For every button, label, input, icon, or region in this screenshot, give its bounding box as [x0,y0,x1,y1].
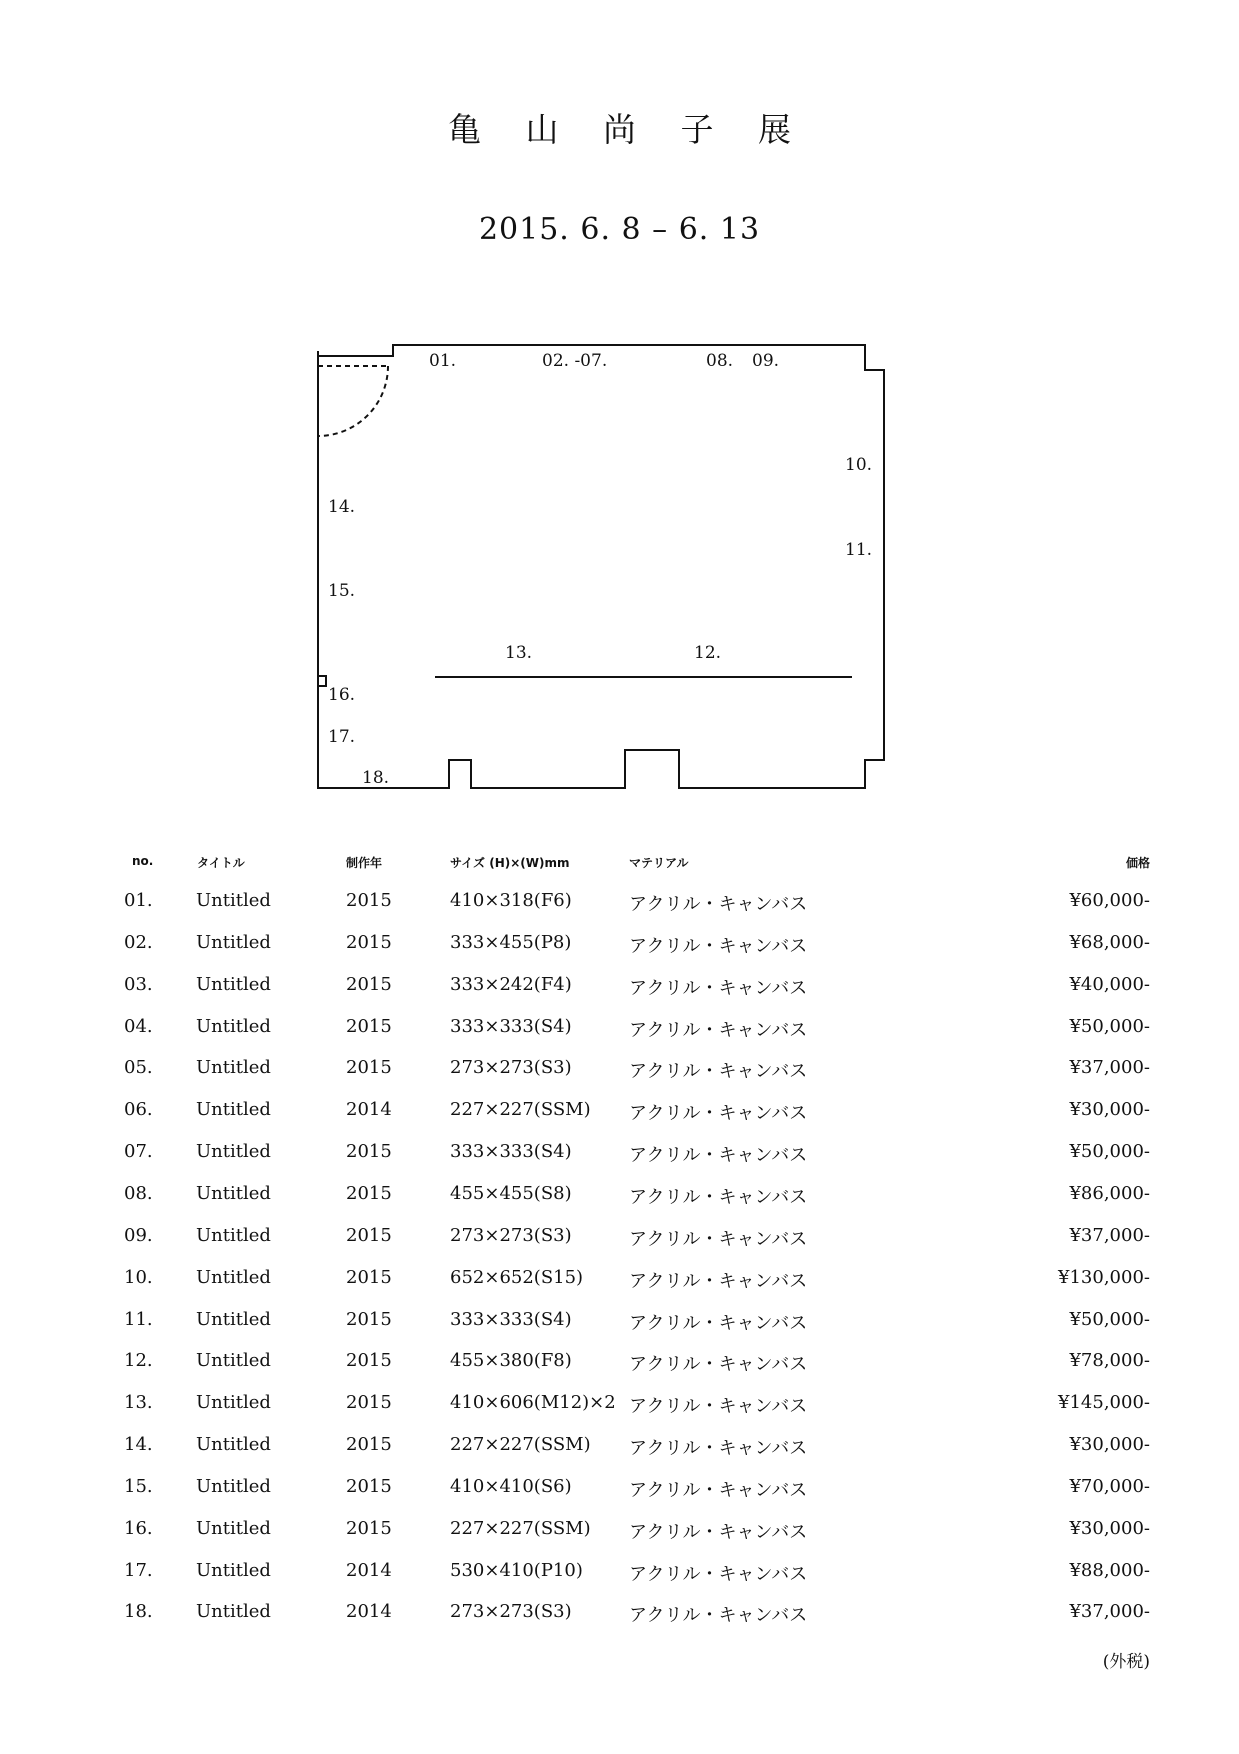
cell-title: Untitled [196,1016,271,1037]
plan-label-01: 01. [429,351,457,371]
cell-size: 410×318(F6) [450,890,572,911]
cell-no: 13. [124,1392,153,1413]
cell-year: 2015 [346,1183,392,1204]
header-no: no. [132,854,154,868]
cell-price: ¥40,000- [1069,974,1150,995]
cell-material: アクリル・キャンバス [629,1396,808,1417]
cell-title: Untitled [196,932,271,953]
cell-title: Untitled [196,1476,271,1497]
cell-no: 05. [124,1057,153,1078]
table-row [0,1476,1239,1500]
cell-no: 02. [124,932,153,953]
header-title: タイトル [197,856,245,870]
cell-material: アクリル・キャンバス [629,1354,808,1375]
cell-year: 2015 [346,1350,392,1371]
cell-size: 455×455(S8) [450,1183,572,1204]
plan-label-16: 16. [328,685,356,705]
header-size: サイズ (H)×(W)mm [450,856,570,870]
cell-material: アクリル・キャンバス [629,978,808,999]
cell-title: Untitled [196,1099,271,1120]
cell-price: ¥30,000- [1069,1099,1150,1120]
cell-title: Untitled [196,974,271,995]
floor-plan [0,0,1239,800]
exhibition-title: 亀 山 尚 子 展 [448,110,808,149]
cell-material: アクリル・キャンバス [629,1061,808,1082]
cell-no: 18. [124,1601,153,1622]
table-row [0,1392,1239,1416]
table-row [0,1434,1239,1458]
cell-title: Untitled [196,1057,271,1078]
cell-material: アクリル・キャンバス [629,1564,808,1585]
cell-price: ¥50,000- [1069,1016,1150,1037]
cell-no: 01. [124,890,153,911]
table-row [0,974,1239,998]
cell-title: Untitled [196,1392,271,1413]
cell-no: 06. [124,1099,153,1120]
table-row [0,1016,1239,1040]
cell-no: 16. [124,1518,153,1539]
cell-price: ¥37,000- [1069,1601,1150,1622]
door-swing-icon [318,366,388,436]
cell-year: 2015 [346,1392,392,1413]
floor-plan-wall-notch [318,676,326,686]
cell-material: アクリル・キャンバス [629,1480,808,1501]
cell-size: 333×333(S4) [450,1309,572,1330]
cell-material: アクリル・キャンバス [629,1522,808,1543]
tax-note: (外税) [1102,1652,1150,1672]
cell-price: ¥88,000- [1069,1560,1150,1581]
cell-year: 2015 [346,1225,392,1246]
cell-size: 273×273(S3) [450,1057,572,1078]
plan-label-13: 13. [505,643,533,663]
cell-material: アクリル・キャンバス [629,1145,808,1166]
cell-year: 2015 [346,1309,392,1330]
cell-price: ¥86,000- [1069,1183,1150,1204]
cell-material: アクリル・キャンバス [629,1605,808,1626]
cell-year: 2015 [346,1434,392,1455]
cell-price: ¥68,000- [1069,932,1150,953]
exhibition-dates: 2015. 6. 8 – 6. 13 [478,212,761,247]
plan-label-15: 15. [328,581,356,601]
cell-material: アクリル・キャンバス [629,1187,808,1208]
header-year: 制作年 [346,856,383,870]
cell-no: 04. [124,1016,153,1037]
cell-size: 410×410(S6) [450,1476,572,1497]
cell-year: 2014 [346,1601,392,1622]
cell-no: 08. [124,1183,153,1204]
cell-size: 227×227(SSM) [450,1518,591,1539]
cell-size: 410×606(M12)×2 [450,1392,616,1413]
cell-title: Untitled [196,1309,271,1330]
plan-label-02-07: 02. -07. [542,351,608,371]
table-row [0,1141,1239,1165]
cell-no: 15. [124,1476,153,1497]
cell-price: ¥30,000- [1069,1434,1150,1455]
cell-year: 2015 [346,974,392,995]
cell-price: ¥78,000- [1069,1350,1150,1371]
cell-price: ¥37,000- [1069,1225,1150,1246]
cell-year: 2015 [346,1016,392,1037]
cell-year: 2015 [346,1518,392,1539]
header-material: マテリアル [629,856,689,870]
cell-title: Untitled [196,1518,271,1539]
cell-no: 09. [124,1225,153,1246]
cell-no: 07. [124,1141,153,1162]
plan-label-11: 11. [845,540,873,560]
cell-title: Untitled [196,1350,271,1371]
plan-label-18: 18. [362,768,390,788]
table-row [0,1183,1239,1207]
cell-price: ¥50,000- [1069,1141,1150,1162]
cell-year: 2015 [346,1057,392,1078]
cell-size: 333×455(P8) [450,932,572,953]
plan-label-14: 14. [328,497,356,517]
cell-no: 14. [124,1434,153,1455]
plan-label-12: 12. [694,643,722,663]
cell-size: 333×242(F4) [450,974,572,995]
cell-no: 12. [124,1350,153,1371]
cell-year: 2015 [346,932,392,953]
cell-price: ¥130,000- [1058,1267,1150,1288]
cell-title: Untitled [196,1601,271,1622]
cell-material: アクリル・キャンバス [629,1438,808,1459]
table-row [0,890,1239,914]
cell-size: 455×380(F8) [450,1350,572,1371]
table-header [0,854,1239,870]
cell-material: アクリル・キャンバス [629,936,808,957]
cell-material: アクリル・キャンバス [629,1271,808,1292]
plan-label-10: 10. [845,455,873,475]
cell-year: 2015 [346,1476,392,1497]
cell-size: 333×333(S4) [450,1141,572,1162]
table-row [0,1099,1239,1123]
cell-price: ¥50,000- [1069,1309,1150,1330]
cell-size: 333×333(S4) [450,1016,572,1037]
cell-material: アクリル・キャンバス [629,1020,808,1041]
cell-material: アクリル・キャンバス [629,1229,808,1250]
cell-year: 2015 [346,890,392,911]
cell-size: 652×652(S15) [450,1267,584,1288]
table-row [0,932,1239,956]
table-row [0,1560,1239,1584]
cell-size: 273×273(S3) [450,1601,572,1622]
cell-price: ¥70,000- [1069,1476,1150,1497]
cell-title: Untitled [196,1434,271,1455]
cell-no: 11. [124,1309,153,1330]
cell-title: Untitled [196,1267,271,1288]
cell-no: 17. [124,1560,153,1581]
cell-title: Untitled [196,890,271,911]
table-row [0,1057,1239,1081]
table-row [0,1518,1239,1542]
table-row [0,1601,1239,1625]
cell-price: ¥60,000- [1069,890,1150,911]
cell-title: Untitled [196,1560,271,1581]
cell-year: 2014 [346,1099,392,1120]
table-row [0,1350,1239,1374]
cell-no: 10. [124,1267,153,1288]
cell-size: 227×227(SSM) [450,1099,591,1120]
floor-plan-walls [318,345,884,788]
plan-label-08: 08. [706,351,734,371]
cell-year: 2014 [346,1560,392,1581]
cell-title: Untitled [196,1183,271,1204]
cell-material: アクリル・キャンバス [629,894,808,915]
cell-no: 03. [124,974,153,995]
table-row [0,1225,1239,1249]
cell-price: ¥37,000- [1069,1057,1150,1078]
plan-label-17: 17. [328,727,356,747]
table-row [0,1309,1239,1333]
cell-material: アクリル・キャンバス [629,1103,808,1124]
cell-size: 530×410(P10) [450,1560,583,1581]
cell-year: 2015 [346,1141,392,1162]
cell-size: 273×273(S3) [450,1225,572,1246]
cell-size: 227×227(SSM) [450,1434,591,1455]
cell-title: Untitled [196,1141,271,1162]
cell-material: アクリル・キャンバス [629,1313,808,1334]
cell-title: Untitled [196,1225,271,1246]
cell-price: ¥145,000- [1058,1392,1150,1413]
table-row [0,1267,1239,1291]
cell-price: ¥30,000- [1069,1518,1150,1539]
header-price: 価格 [1125,856,1150,870]
cell-year: 2015 [346,1267,392,1288]
plan-label-09: 09. [752,351,780,371]
